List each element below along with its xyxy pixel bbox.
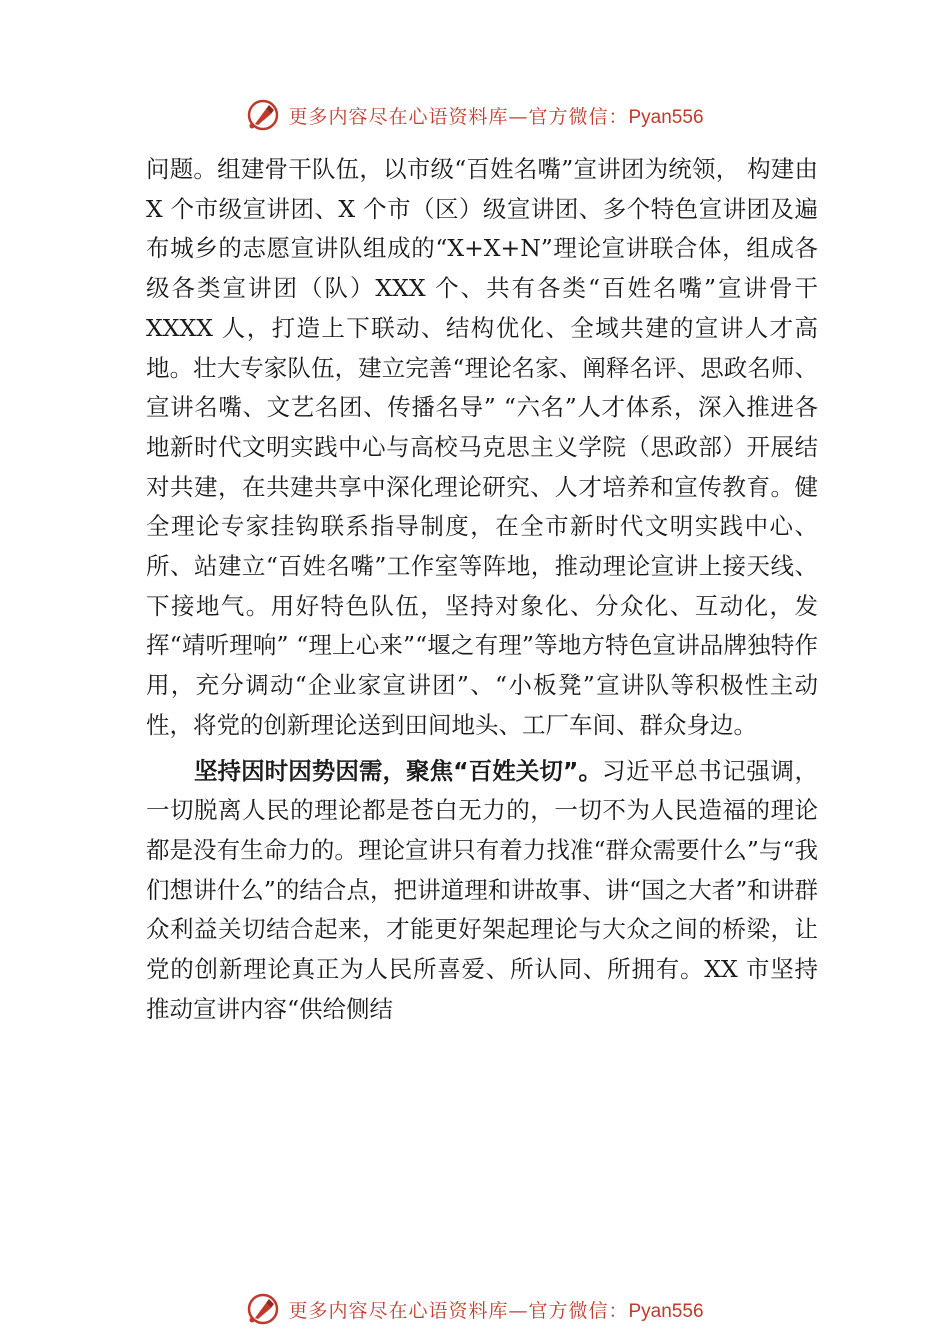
paragraph-1: 问题。组建骨干队伍，以市级“百姓名嘴”宣讲团为统领， 构建由 X 个市级宣讲团、X 个市（区）级宣讲团、多个特色宣讲团及遍布城乡的志愿宣讲队组成的“X+X+N”理论宣讲联合体，组成各级各类宣讲团（队）XXX 个、共有各类“百姓名嘴”宣讲骨干 XXXX 人，打造上下联动、结构优化、全域共建的宣讲人才高地。壮大专家队伍，建立完善“理论名家、阐释名评、思政名师、宣讲名嘴、文艺名团、传播名导” “六名”人才体系，深入推进各地新时代文明实践中心与高校马克思主义学院（思政部）开展结对共建，在共建共享中深化理论研究、人才培养和宣传教育。健全理论专家挂钩联系指导制度，在全市新时代文明实践中心、所、站建立“百姓名嘴”工作室等阵地，推动理论宣讲上接天线、下接地气。用好特色队伍，坚持对象化、分众化、互动化，发挥“靖听理响” “理上心来”“堰之有理”等地方特色宣讲品牌独特作用，充分调动“企业家宣讲团”、“小板凳”宣讲队等积极性主动性，将党的创新理论送到田间地头、工厂车间、群众身边。	[146, 155, 818, 739]
footer-separator: —	[508, 1299, 529, 1322]
pen-nib-logo-icon	[246, 1292, 280, 1326]
paragraph-2-lead-heading: 坚持因时因势因需，聚焦“百姓关切”。	[194, 756, 603, 785]
header-brand-text: 更多内容尽在心语资料库	[288, 105, 509, 128]
document-body	[146, 150, 818, 1029]
header-wechat-account: Pyan556	[628, 106, 704, 128]
footer-banner-text	[288, 1296, 703, 1323]
footer-wechat-label: 官方微信：	[528, 1299, 629, 1322]
footer-brand-text: 更多内容尽在心语资料库	[288, 1299, 509, 1322]
header-wechat-label: 官方微信：	[528, 105, 629, 128]
pen-nib-logo-icon	[246, 98, 280, 132]
paragraph-2	[146, 752, 818, 1030]
page-header-banner	[0, 95, 950, 135]
footer-wechat-account: Pyan556	[628, 1300, 704, 1322]
header-banner-text	[288, 102, 703, 129]
page-footer-banner	[0, 1289, 950, 1329]
paragraph-2-body: 习近平总书记强调，一切脱离人民的理论都是苍白无力的，一切不为人民造福的理论都是没有生命力的。理论宣讲只有着力找准“群众需要什么”与“我们想讲什么”的结合点，把讲道理和讲故事、讲“国之大者”和讲群众利益关切结合起来，才能更好架起理论与大众之间的桥梁，让党的创新理论真正为人民所喜爱、所认同、所拥有。XX 市坚持推动宣讲内容“供给侧结	[146, 756, 819, 1023]
header-separator: —	[508, 105, 529, 128]
